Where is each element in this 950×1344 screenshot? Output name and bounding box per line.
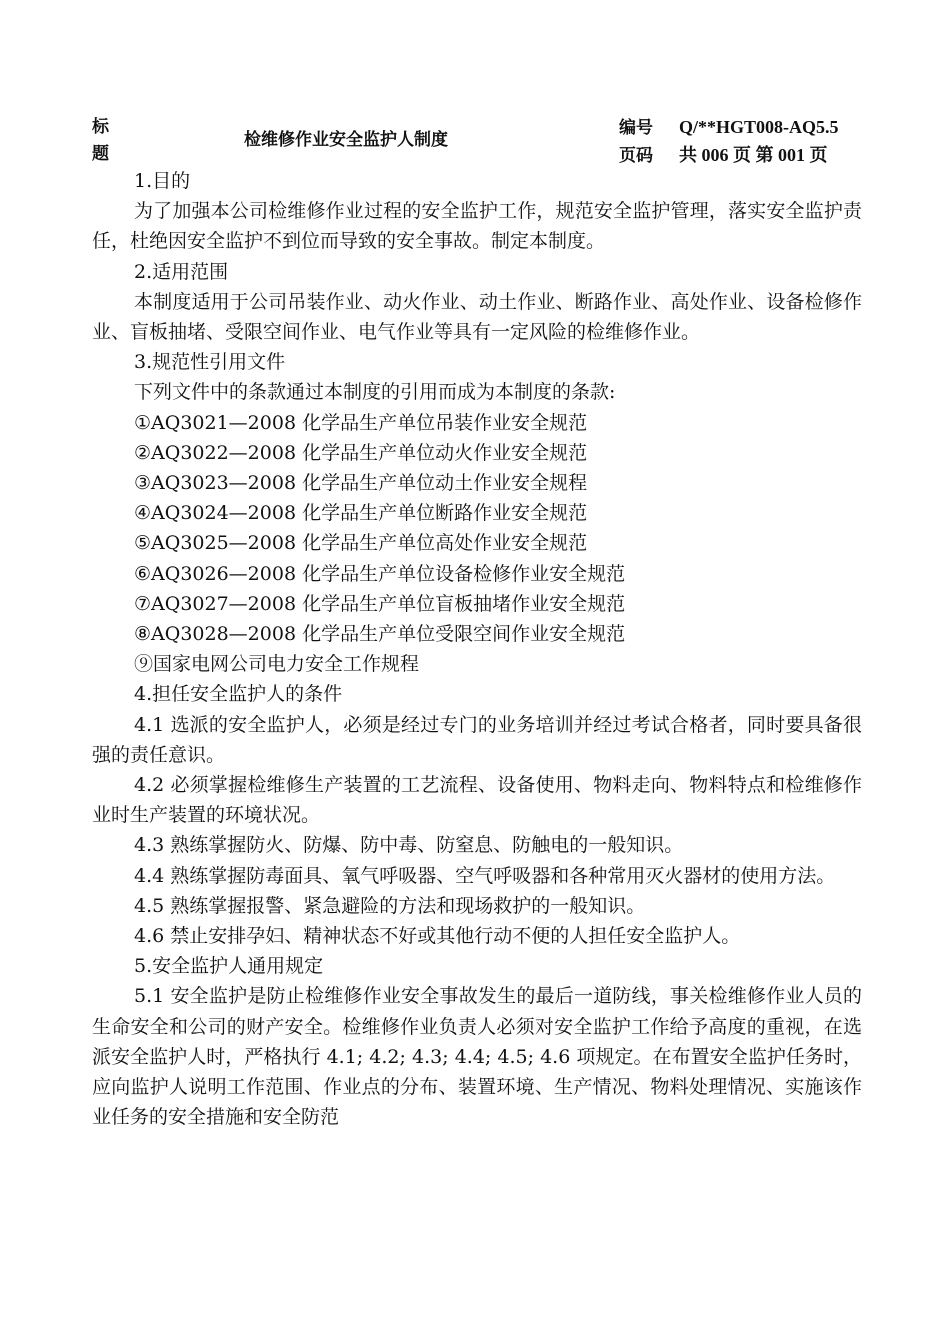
paragraph: 4.1 选派的安全监护人，必须是经过专门的业务培训并经过考试合格者，同时要具备很强的责任意识。 xyxy=(92,713,862,766)
page-label: 页码 xyxy=(619,146,653,166)
paragraph: 4.4 熟练掌握防毒面具、氧气呼吸器、空气呼吸器和各种常用灭火器材的使用方法。 xyxy=(134,864,836,887)
document-header xyxy=(92,114,862,168)
document-meta xyxy=(619,114,839,170)
paragraph: ③AQ3023—2008 化学品生产单位动土作业安全规程 xyxy=(134,472,588,495)
code-value: Q/**HGT008-AQ5.5 xyxy=(679,117,839,137)
title-label xyxy=(92,114,114,168)
document-body xyxy=(92,166,862,1133)
page-value: 共 006 页 第 001 页 xyxy=(679,145,828,165)
title-label-char-2: 题 xyxy=(92,144,109,164)
paragraph: 为了加强本公司检维修作业过程的安全监护工作，规范安全监护管理，落实安全监护责任，杜绝因安全监护不到位而导致的安全事故。制定本制度。 xyxy=(92,200,862,253)
title-label-char-1: 标 xyxy=(92,117,109,137)
paragraph: 1.目的 xyxy=(134,170,191,192)
paragraph: 4.2 必须掌握检维修生产装置的工艺流程、设备使用、物料走向、物料特点和检维修作业时生产装置的环境状况。 xyxy=(92,774,862,827)
code-row xyxy=(619,114,839,142)
code-label: 编号 xyxy=(619,118,653,138)
paragraph: 4.6 禁止安排孕妇、精神状态不好或其他行动不便的人担任安全监护人。 xyxy=(134,925,741,948)
paragraph: 下列文件中的条款通过本制度的引用而成为本制度的条款: xyxy=(134,381,616,404)
paragraph: 2.适用范围 xyxy=(134,260,229,283)
paragraph: ⑨国家电网公司电力安全工作规程 xyxy=(134,653,420,676)
paragraph: ⑦AQ3027—2008 化学品生产单位盲板抽堵作业安全规范 xyxy=(134,592,626,615)
paragraph: ①AQ3021—2008 化学品生产单位吊装作业安全规范 xyxy=(134,411,588,434)
paragraph: 本制度适用于公司吊装作业、动火作业、动土作业、断路作业、高处作业、设备检修作业、盲板抽堵、受限空间作业、电气作业等具有一定风险的检维修作业。 xyxy=(92,290,862,344)
paragraph: 5.1 安全监护是防止检维修作业安全事故发生的最后一道防线，事关检维修作业人员的生命安全和公司的财产安全。检维修作业负责人必须对安全监护工作给予高度的重视，在选派安全监护人时，严格执行 4.1; 4.2; 4.3; 4.4; 4.5; 4.6 项规定。在布置安全监护任务时，应向监护人说明工作范围、作业点的分布、装置环境、生产情况、物料处理情况、实施该作业任务的安全措施和安全防范 xyxy=(92,985,862,1129)
paragraph: 3.规范性引用文件 xyxy=(134,351,286,374)
paragraph: ②AQ3022—2008 化学品生产单位动火作业安全规范 xyxy=(134,441,588,464)
document-title: 检维修作业安全监护人制度 xyxy=(244,130,448,150)
paragraph: ⑥AQ3026—2008 化学品生产单位设备检修作业安全规范 xyxy=(134,562,626,585)
paragraph: ⑧AQ3028—2008 化学品生产单位受限空间作业安全规范 xyxy=(134,623,626,646)
paragraph: 4.3 熟练掌握防火、防爆、防中毒、防窒息、防触电的一般知识。 xyxy=(134,834,684,857)
paragraph: 4.5 熟练掌握报警、紧急避险的方法和现场救护的一般知识。 xyxy=(134,894,646,917)
paragraph: ⑤AQ3025—2008 化学品生产单位高处作业安全规范 xyxy=(134,532,588,555)
paragraph: 5.安全监护人通用规定 xyxy=(134,955,324,978)
paragraph: 4.担任安全监护人的条件 xyxy=(134,683,343,706)
paragraph: ④AQ3024—2008 化学品生产单位断路作业安全规范 xyxy=(134,502,588,525)
